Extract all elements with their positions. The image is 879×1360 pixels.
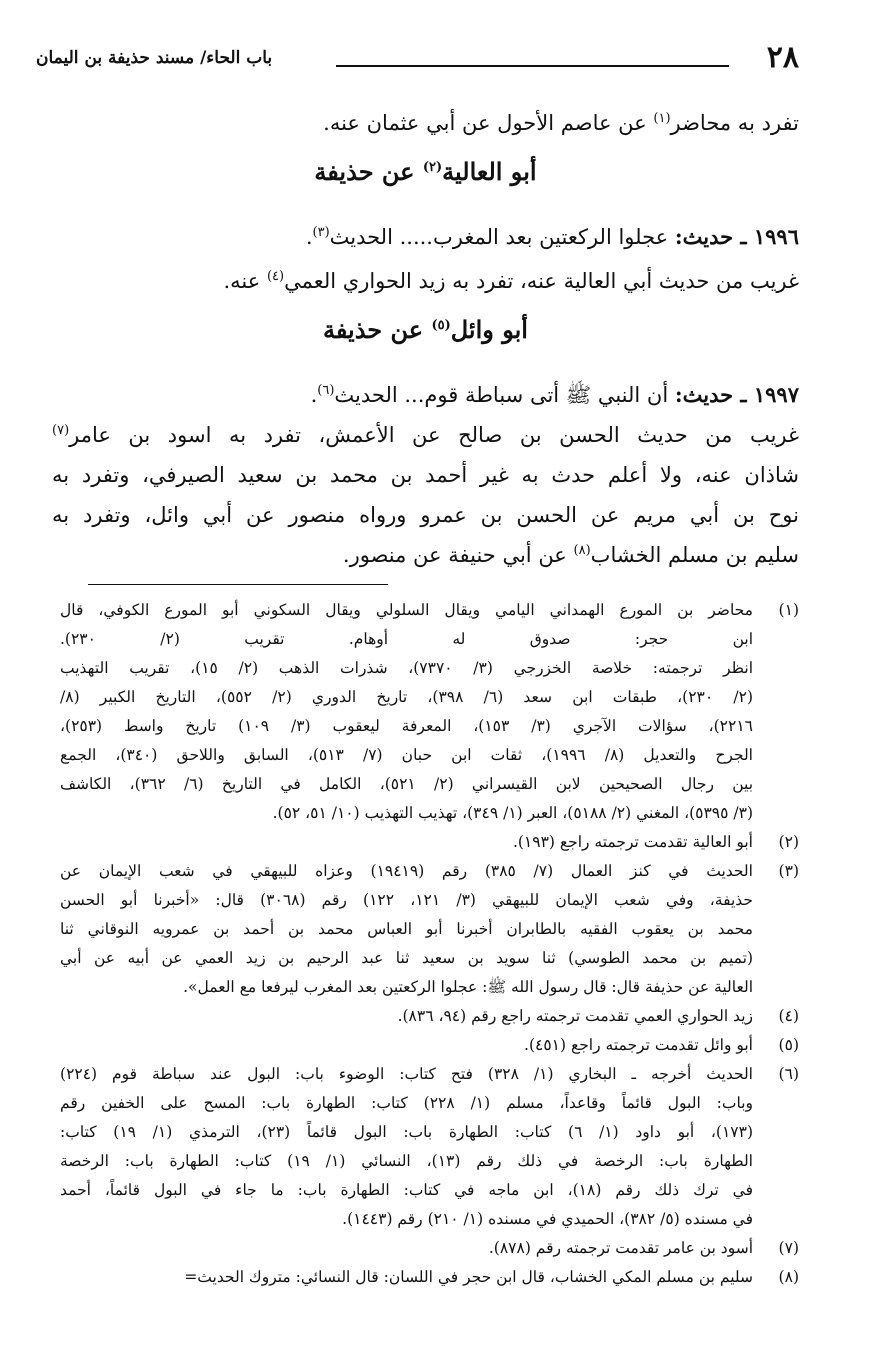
- footnote-line: العالية عن حذيفة قال: قال رسول الله ﷺ: عجلوا الركعتين بعد المغرب ليرفعا مع العمل».: [183, 978, 753, 996]
- footnote-number: (٣): [778, 862, 799, 880]
- footnote-line: الحديث أخرجه ـ البخاري (١/ ٣٢٨) فتح كتاب: الوضوء باب: البول عند سباطة قوم (٢٢٤): [60, 1065, 753, 1083]
- running-title: باب الحاء/ مسند حذيفة بن اليمان: [36, 48, 273, 68]
- footnote-number: (٢): [778, 833, 799, 851]
- footnote-line: في ترك ذلك رقم (١٨)، ابن ماجه في كتاب: الطهارة باب: ما جاء في البول قائماً، أحمد: [60, 1181, 753, 1199]
- footnote: [60, 1060, 799, 1234]
- footnote-line: انظر ترجمته: خلاصة الخزرجي (٣/ ٧٣٧٠)، شذرات الذهب (٢/ ١٥)، تقريب التهذيب: [60, 659, 753, 677]
- footnote-number: (٨): [778, 1268, 799, 1286]
- footnote-line: (تميم بن محمد الطوسي) ثنا سويد بن سعيد ثنا عبد الرحيم بن زيد العمي عن أبيه عن أبي: [60, 949, 753, 967]
- intro-line: تفرد به محاضر$^{(١)}$ عن عاصم الأحول عن أبي عثمان عنه.: [323, 111, 799, 135]
- footnote-line: أبو وائل تقدمت ترجمته راجع (٤٥١).: [524, 1036, 753, 1054]
- footnote-line: (٣/ ٥٣٩٥)، المغني (٢/ ٥١٨٨)، العبر (١/ ٣٤٩)، تهذيب التهذيب (١٠/ ٥١، ٥٢).: [272, 804, 753, 822]
- footnote-line: (١٧٣)، أبو داود (١/ ٦) كتاب: الطهارة باب: البول قائماً (٢٣)، الترمذي (١/ ١٩) كتاب:: [60, 1123, 753, 1141]
- footnote: [60, 857, 799, 1002]
- footnote-line: الطهارة باب: الرخصة في ذلك رقم (١٣)، النسائي (١/ ١٩) كتاب: الطهارة باب: الرخصة: [60, 1152, 753, 1170]
- footnote-ref[interactable]: (١): [653, 111, 671, 126]
- footnote-line: في مسنده (٥/ ٣٨٢)، الحميدي في مسنده (١/ ٢١٠) رقم (١٤٤٣).: [342, 1210, 753, 1228]
- paragraph-line: شاذان عنه، ولا أعلم حدث به غير أحمد بن محمد بن سعيد الصيرفي، وتفرد به: [52, 463, 799, 487]
- footnote-line: الجرح والتعديل (٨/ ١٩٩٦)، ثقات ابن حبان (٧/ ٥١٣)، السابق واللاحق (٣٤٠)، الجمع: [60, 746, 753, 764]
- footnote-separator: [88, 584, 388, 585]
- footnote-ref[interactable]: (٣): [312, 225, 330, 240]
- footnote-line: الحديث في كنز العمال (٧/ ٣٨٥) رقم (١٩٤١٩) وعزاه للبيهقي في شعب الإيمان عن: [60, 862, 753, 880]
- footnotes: [60, 596, 799, 1292]
- main-text: [52, 108, 799, 580]
- paragraph-line: سليم بن مسلم الخشاب$^{(٨)}$ عن أبي حنيفة عن منصور.: [342, 543, 799, 567]
- footnote-line: زيد الحواري العمي تقدمت ترجمته راجع رقم (٩٤، ٨٣٦).: [397, 1007, 753, 1025]
- footnote-line: (٢/ ٢٣٠)، طبقات ابن سعد (٦/ ٣٩٨)، تاريخ الدوري (٢/ ٥٥٢)، التاريخ الكبير (٨/: [60, 688, 753, 706]
- footnote: [60, 596, 799, 828]
- footnote: [60, 1031, 799, 1060]
- footnote-ref[interactable]: (٨): [573, 543, 591, 558]
- footnote-number: (٧): [778, 1239, 799, 1257]
- footnote-ref[interactable]: (٤): [266, 269, 285, 284]
- section-heading-abu-wail: أبو وائل$^{(٥)}$ عن حذيفة: [323, 315, 528, 344]
- footnote-number: (٥): [778, 1036, 799, 1054]
- footnote-ref[interactable]: (٢): [422, 160, 443, 175]
- footnote-ref[interactable]: (٧): [52, 423, 70, 438]
- hadith-number: ١٩٩٦ ـ حديث:: [674, 224, 799, 249]
- footnote: [60, 828, 799, 857]
- footnote-line: بين رجال الصحيحين لابن القيسراني (٢/ ٥٢١)، الكامل في التاريخ (٦/ ٣٦٢)، الكاشف: [60, 775, 753, 793]
- paragraph-line: غريب من حديث الحسن بن صالح عن الأعمش، تفرد به اسود بن عامر$^{(٧)}$: [52, 423, 799, 447]
- footnote-line: أسود بن عامر تقدمت ترجمته رقم (٨٧٨).: [488, 1239, 753, 1257]
- footnote-line: حذيفة، وفي شعب الإيمان للبيهقي (٣/ ١٢١، ١٢٢) رقم (٣٠٦٨) قال: «أخبرنا أبو الحسن: [60, 891, 753, 909]
- footnote-line: ٢٢١٦)، سؤالات الآجري (٣/ ١٥٣)، المعرفة ليعقوب (٣/ ١٠٩) تاريخ واسط (٢٥٣)،: [60, 717, 753, 735]
- footnote-line: أبو العالية تقدمت ترجمته راجع (١٩٣).: [512, 833, 753, 851]
- section-heading-abu-al-aliya: أبو العالية$^{(٢)}$ عن حذيفة: [314, 157, 537, 186]
- hadith-number: ١٩٩٧ ـ حديث:: [674, 382, 799, 407]
- paragraph-line: نوح بن أبي مريم عن الحسن بن عمرو ورواه منصور عن أبي وائل، وتفرد به: [52, 503, 799, 527]
- footnote-ref[interactable]: (٥): [431, 318, 451, 333]
- hadith-1996: ١٩٩٦ ـ حديث: عجلوا الركعتين بعد المغرب..... الحديث$^{(٣)}$.: [305, 224, 799, 249]
- footnote: [60, 1263, 799, 1292]
- footnote-line: ابن حجر: صدوق له أوهام. تقريب (٢/ ٢٣٠).: [60, 630, 753, 648]
- footnote-line: سليم بن مسلم المكي الخشاب، قال ابن حجر في اللسان: قال النسائي: متروك الحديث=: [184, 1268, 753, 1286]
- hadith-1997: ١٩٩٧ ـ حديث: أن النبي ﷺ أتى سباطة قوم... الحديث$^{(٦)}$.: [310, 382, 799, 407]
- footnote-line: محمد بن يعقوب الفقيه بالطابران أخبرنا أبو العباس محمد بن أحمد بن عمرويه النوقاني ثنا: [60, 920, 753, 938]
- header-rule: [336, 65, 729, 67]
- footnote-number: (٦): [778, 1065, 799, 1083]
- hadith-1996-comment: غريب من حديث أبي العالية عنه، تفرد به زيد الحواري العمي$^{(٤)}$ عنه.: [223, 269, 799, 293]
- page-number: ٢٨: [766, 40, 799, 75]
- footnote-ref[interactable]: (٦): [317, 383, 335, 398]
- footnote-number: (١): [778, 601, 799, 619]
- footnote: [60, 1234, 799, 1263]
- footnote-line: محاضر بن المورع الهمداني اليامي ويقال السلولي ويقال السكوني أبو المورع الكوفي، قال: [60, 601, 753, 619]
- footnote-number: (٤): [778, 1007, 799, 1025]
- footnote: [60, 1002, 799, 1031]
- footnote-line: وباب: البول قائماً وقاعداً، مسلم (١/ ٢٢٨) كتاب: الطهارة باب: المسح على الخفين رقم: [60, 1094, 753, 1112]
- running-header: [36, 38, 799, 78]
